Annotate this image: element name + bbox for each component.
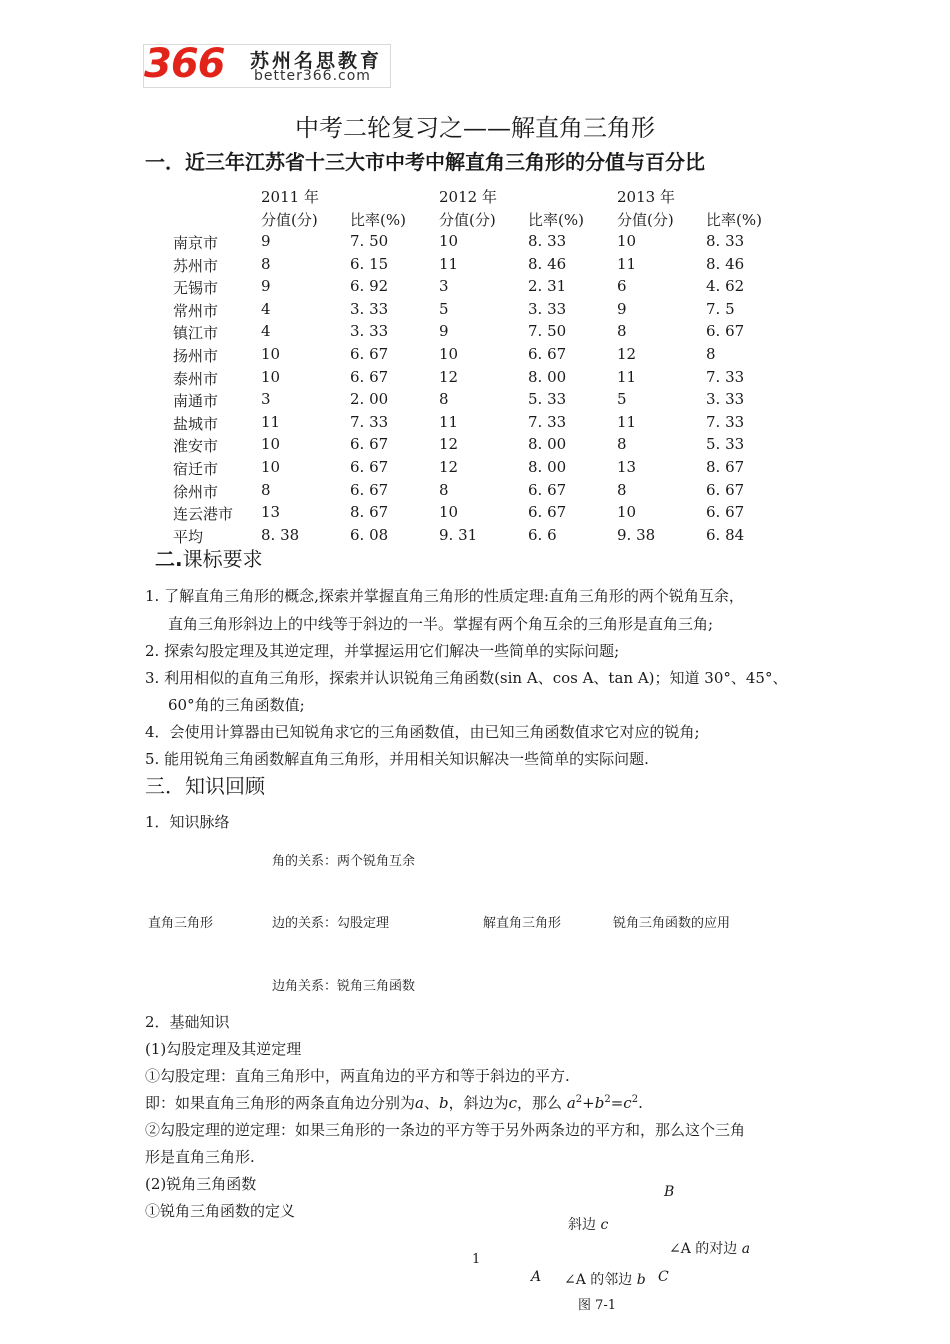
- requirement-item: 5. 能用锐角三角函数解直角三角形，并用相关知识解决一些简单的实际问题.: [145, 750, 649, 768]
- table-cell: 6. 67: [528, 480, 567, 499]
- table-cell: 3. 33: [350, 322, 389, 341]
- table-cell: 4: [261, 322, 271, 341]
- table-cell: 6: [617, 277, 627, 296]
- table-cell: 10: [439, 345, 459, 363]
- table-cell: 8. 46: [706, 254, 745, 273]
- table-cell: 6. 67: [706, 480, 745, 499]
- table-cell: 3: [261, 390, 271, 409]
- figure-caption: 图 7-1: [578, 1298, 617, 1313]
- table-cell: 5. 33: [706, 435, 745, 454]
- table-cell: 4: [261, 299, 271, 318]
- figure-vertex-c: [658, 1269, 669, 1285]
- table-cell: 7. 33: [706, 367, 745, 386]
- formula-text: ，那么: [517, 1094, 563, 1112]
- city-cell: 常州市: [173, 301, 219, 320]
- table-cell: 6. 67: [528, 345, 567, 363]
- column-header: 分值(分): [261, 211, 318, 229]
- year-header: 2013 年: [617, 188, 675, 206]
- table-cell: 12: [617, 345, 637, 363]
- table-cell: 3. 33: [350, 299, 389, 318]
- converse-theorem-cont: 形是直角三角形.: [145, 1148, 255, 1166]
- requirement-item: 1. 了解直角三角形的概念,探索并掌握直角三角形的性质定理:直角三角形的两个锐角互余，: [145, 587, 744, 605]
- trig-heading: (2)锐角三角函数: [145, 1175, 257, 1193]
- requirement-item: 60°角的三角函数值;: [168, 696, 305, 714]
- table-cell: 2. 00: [350, 390, 389, 409]
- section2-title: 课标要求: [182, 547, 263, 571]
- label-b: B: [664, 1184, 675, 1200]
- table-cell: 3. 33: [528, 299, 567, 318]
- formula-text: =: [610, 1094, 624, 1112]
- table-cell: 9: [617, 299, 627, 318]
- logo-number: 366: [144, 41, 225, 87]
- table-cell: 10: [617, 503, 637, 522]
- table-cell: 6. 92: [350, 277, 389, 296]
- map-side-relation: 边的关系：勾股定理: [272, 916, 390, 931]
- table-cell: 12: [439, 458, 459, 476]
- section1-heading: 一．近三年江苏省十三大市中考中解直角三角形的分值与百分比: [145, 150, 705, 174]
- city-cell: 淮安市: [173, 437, 219, 456]
- map-right-triangle: 直角三角形: [148, 916, 214, 931]
- table-cell: 8: [261, 254, 271, 273]
- table-cell: 8. 00: [528, 458, 567, 476]
- table-cell: 8. 00: [528, 435, 567, 454]
- requirement-item: 3. 利用相似的直角三角形，探索并认识锐角三角函数(sin A、cos A、tan A)；知道 30°、45°、: [145, 669, 788, 687]
- figure-vertex-a: [531, 1269, 541, 1285]
- table-cell: 2. 31: [528, 277, 567, 296]
- year-header: 2011 年: [261, 188, 319, 206]
- table-cell: 9: [439, 322, 449, 341]
- table-cell: 13: [617, 458, 637, 476]
- var-b: b: [438, 1094, 449, 1112]
- table-cell: 7. 33: [350, 412, 389, 431]
- city-cell: 镇江市: [173, 324, 219, 343]
- map-edge-angle-relation: 边角关系：锐角三角函数: [272, 979, 416, 994]
- table-cell: 8. 33: [528, 232, 567, 250]
- pythagoras-formula-line: [145, 1092, 643, 1113]
- table-cell: 10: [617, 232, 637, 250]
- subsection-knowledge-map: 1．知识脉络: [145, 813, 230, 831]
- table-cell: 10: [261, 435, 281, 454]
- exponent: 2: [575, 1094, 583, 1105]
- table-cell: 12: [439, 367, 459, 386]
- table-cell: 10: [439, 232, 459, 250]
- opposite-text: ∠A 的对边: [669, 1241, 738, 1257]
- requirement-item: 4．会使用计算器由已知锐角求它的三角函数值，由已知三角函数值求它对应的锐角;: [145, 723, 700, 741]
- table-cell: 6. 67: [706, 503, 745, 522]
- column-header: 分值(分): [617, 211, 674, 229]
- label-c: C: [658, 1269, 669, 1285]
- figure-vertex-b: [664, 1184, 674, 1200]
- table-cell: 6. 67: [706, 322, 745, 341]
- pythagoras-heading: (1)勾股定理及其逆定理: [145, 1040, 302, 1058]
- city-cell: 南通市: [173, 392, 219, 411]
- section3-heading: 三．知识回顾: [145, 774, 265, 798]
- table-cell: 6. 08: [350, 525, 389, 544]
- table-cell: 6. 67: [528, 503, 567, 522]
- table-cell: 6. 67: [350, 480, 389, 499]
- page-title: 中考二轮复习之——解直角三角形: [295, 114, 655, 142]
- label-a: A: [531, 1269, 542, 1285]
- adjacent-text: ∠A 的邻边: [564, 1272, 633, 1288]
- table-cell: 10: [261, 345, 281, 363]
- formula-text: ，斜边为: [448, 1094, 509, 1112]
- year-header: 2012 年: [439, 188, 497, 206]
- table-cell: 7. 5: [706, 299, 735, 318]
- map-angle-relation: 角的关系：两个锐角互余: [272, 854, 416, 869]
- table-cell: 7. 33: [528, 412, 567, 431]
- table-cell: 8. 33: [706, 232, 745, 250]
- table-cell: 11: [439, 412, 459, 431]
- table-cell: 11: [617, 367, 637, 386]
- table-cell: 7. 33: [706, 412, 745, 431]
- table-cell: 11: [439, 254, 459, 273]
- adjacent-var: b: [636, 1272, 646, 1288]
- table-cell: 8: [617, 322, 627, 341]
- table-cell: 3: [439, 277, 449, 296]
- requirement-item: 直角三角形斜边上的中线等于斜边的一半。掌握有两个角互余的三角形是直角三角;: [168, 615, 714, 633]
- table-cell: 10: [261, 458, 281, 476]
- city-cell: 苏州市: [173, 256, 219, 275]
- table-cell: 13: [261, 503, 281, 522]
- formula-text: 、: [423, 1094, 439, 1112]
- city-cell: 盐城市: [173, 414, 219, 433]
- table-cell: 6. 67: [350, 345, 389, 363]
- table-cell: 8: [617, 480, 627, 499]
- trig-definition: ①锐角三角函数的定义: [145, 1202, 296, 1220]
- section2-number: 二.: [155, 547, 183, 571]
- column-header: 分值(分): [439, 211, 496, 229]
- table-cell: 12: [439, 435, 459, 454]
- column-header: 比率(%): [528, 211, 584, 229]
- figure-hypotenuse-label: [568, 1214, 608, 1234]
- table-cell: 5: [617, 390, 627, 409]
- table-cell: 6. 84: [706, 525, 745, 544]
- formula-a: a: [566, 1094, 576, 1112]
- column-header: 比率(%): [350, 211, 406, 229]
- var-a: a: [415, 1094, 424, 1112]
- city-cell: 宿迁市: [173, 460, 219, 478]
- section2-heading: [155, 543, 263, 572]
- table-cell: 9. 38: [617, 525, 656, 544]
- table-cell: 7. 50: [528, 322, 567, 341]
- table-cell: 6. 67: [350, 435, 389, 454]
- pythagoras-theorem: ①勾股定理：直角三角形中，两直角边的平方和等于斜边的平方.: [145, 1067, 570, 1085]
- table-cell: 11: [617, 412, 637, 431]
- requirement-item: 2. 探索勾股定理及其逆定理，并掌握运用它们解决一些简单的实际问题;: [145, 642, 620, 660]
- exponent: 2: [604, 1094, 611, 1105]
- table-cell: 9: [261, 277, 271, 296]
- table-cell: 8: [439, 480, 449, 499]
- formula-text: +: [582, 1094, 595, 1112]
- table-cell: 3. 33: [706, 390, 745, 409]
- table-cell: 8: [261, 480, 271, 499]
- table-cell: 6. 67: [350, 367, 389, 386]
- subsection-basics: 2．基础知识: [145, 1013, 230, 1031]
- table-cell: 8. 38: [261, 525, 300, 544]
- var-c: c: [508, 1094, 518, 1112]
- formula-c: c: [623, 1094, 632, 1112]
- table-cell: 8. 67: [350, 503, 389, 522]
- city-cell: 扬州市: [173, 347, 219, 365]
- table-cell: 7. 50: [350, 232, 389, 250]
- table-cell: 8. 46: [528, 254, 567, 273]
- city-cell: 连云港市: [173, 505, 234, 524]
- table-cell: 4. 62: [706, 277, 745, 296]
- table-cell: 8. 67: [706, 458, 745, 476]
- table-cell: 10: [439, 503, 459, 522]
- city-cell: 徐州市: [173, 482, 219, 501]
- table-cell: 11: [617, 254, 637, 273]
- logo: [143, 41, 391, 88]
- exponent: 2: [631, 1094, 639, 1105]
- opposite-var: a: [741, 1241, 751, 1257]
- city-cell: 平均: [173, 527, 204, 546]
- table-cell: 11: [261, 412, 281, 431]
- table-cell: 10: [261, 367, 281, 386]
- table-cell: 8: [439, 390, 449, 409]
- city-cell: 南京市: [173, 234, 219, 252]
- table-cell: 8. 00: [528, 367, 567, 386]
- hypotenuse-text: 斜边: [568, 1217, 596, 1233]
- table-cell: 6. 15: [350, 254, 389, 273]
- city-cell: 泰州市: [173, 369, 219, 388]
- table-cell: 8: [617, 435, 627, 454]
- table-cell: 9: [261, 232, 271, 250]
- column-header: 比率(%): [706, 211, 762, 229]
- table-cell: 5. 33: [528, 390, 567, 409]
- converse-theorem: ②勾股定理的逆定理：如果三角形的一条边的平方等于另外两条边的平方和，那么这个三角: [145, 1121, 746, 1139]
- formula-text: .: [638, 1094, 643, 1112]
- table-cell: 5: [439, 299, 449, 318]
- table-cell: 8: [706, 345, 716, 363]
- table-cell: 6. 67: [350, 458, 389, 476]
- city-cell: 无锡市: [173, 279, 219, 298]
- hypotenuse-var: c: [600, 1217, 609, 1233]
- formula-text: 即：如果直角三角形的两条直角边分别为: [145, 1094, 416, 1112]
- map-solve-right-triangle: 解直角三角形: [483, 916, 562, 931]
- figure-adjacent-label: [564, 1269, 646, 1289]
- formula-b: b: [594, 1094, 605, 1112]
- table-cell: 9. 31: [439, 525, 478, 544]
- logo-url: better366.com: [254, 68, 371, 84]
- figure-opposite-label: [669, 1238, 750, 1258]
- page-number: 1: [472, 1252, 481, 1267]
- logo-brand: 苏州名思教育: [250, 50, 383, 72]
- table-cell: 6. 6: [528, 525, 557, 544]
- map-trig-application: 锐角三角函数的应用: [613, 916, 731, 931]
